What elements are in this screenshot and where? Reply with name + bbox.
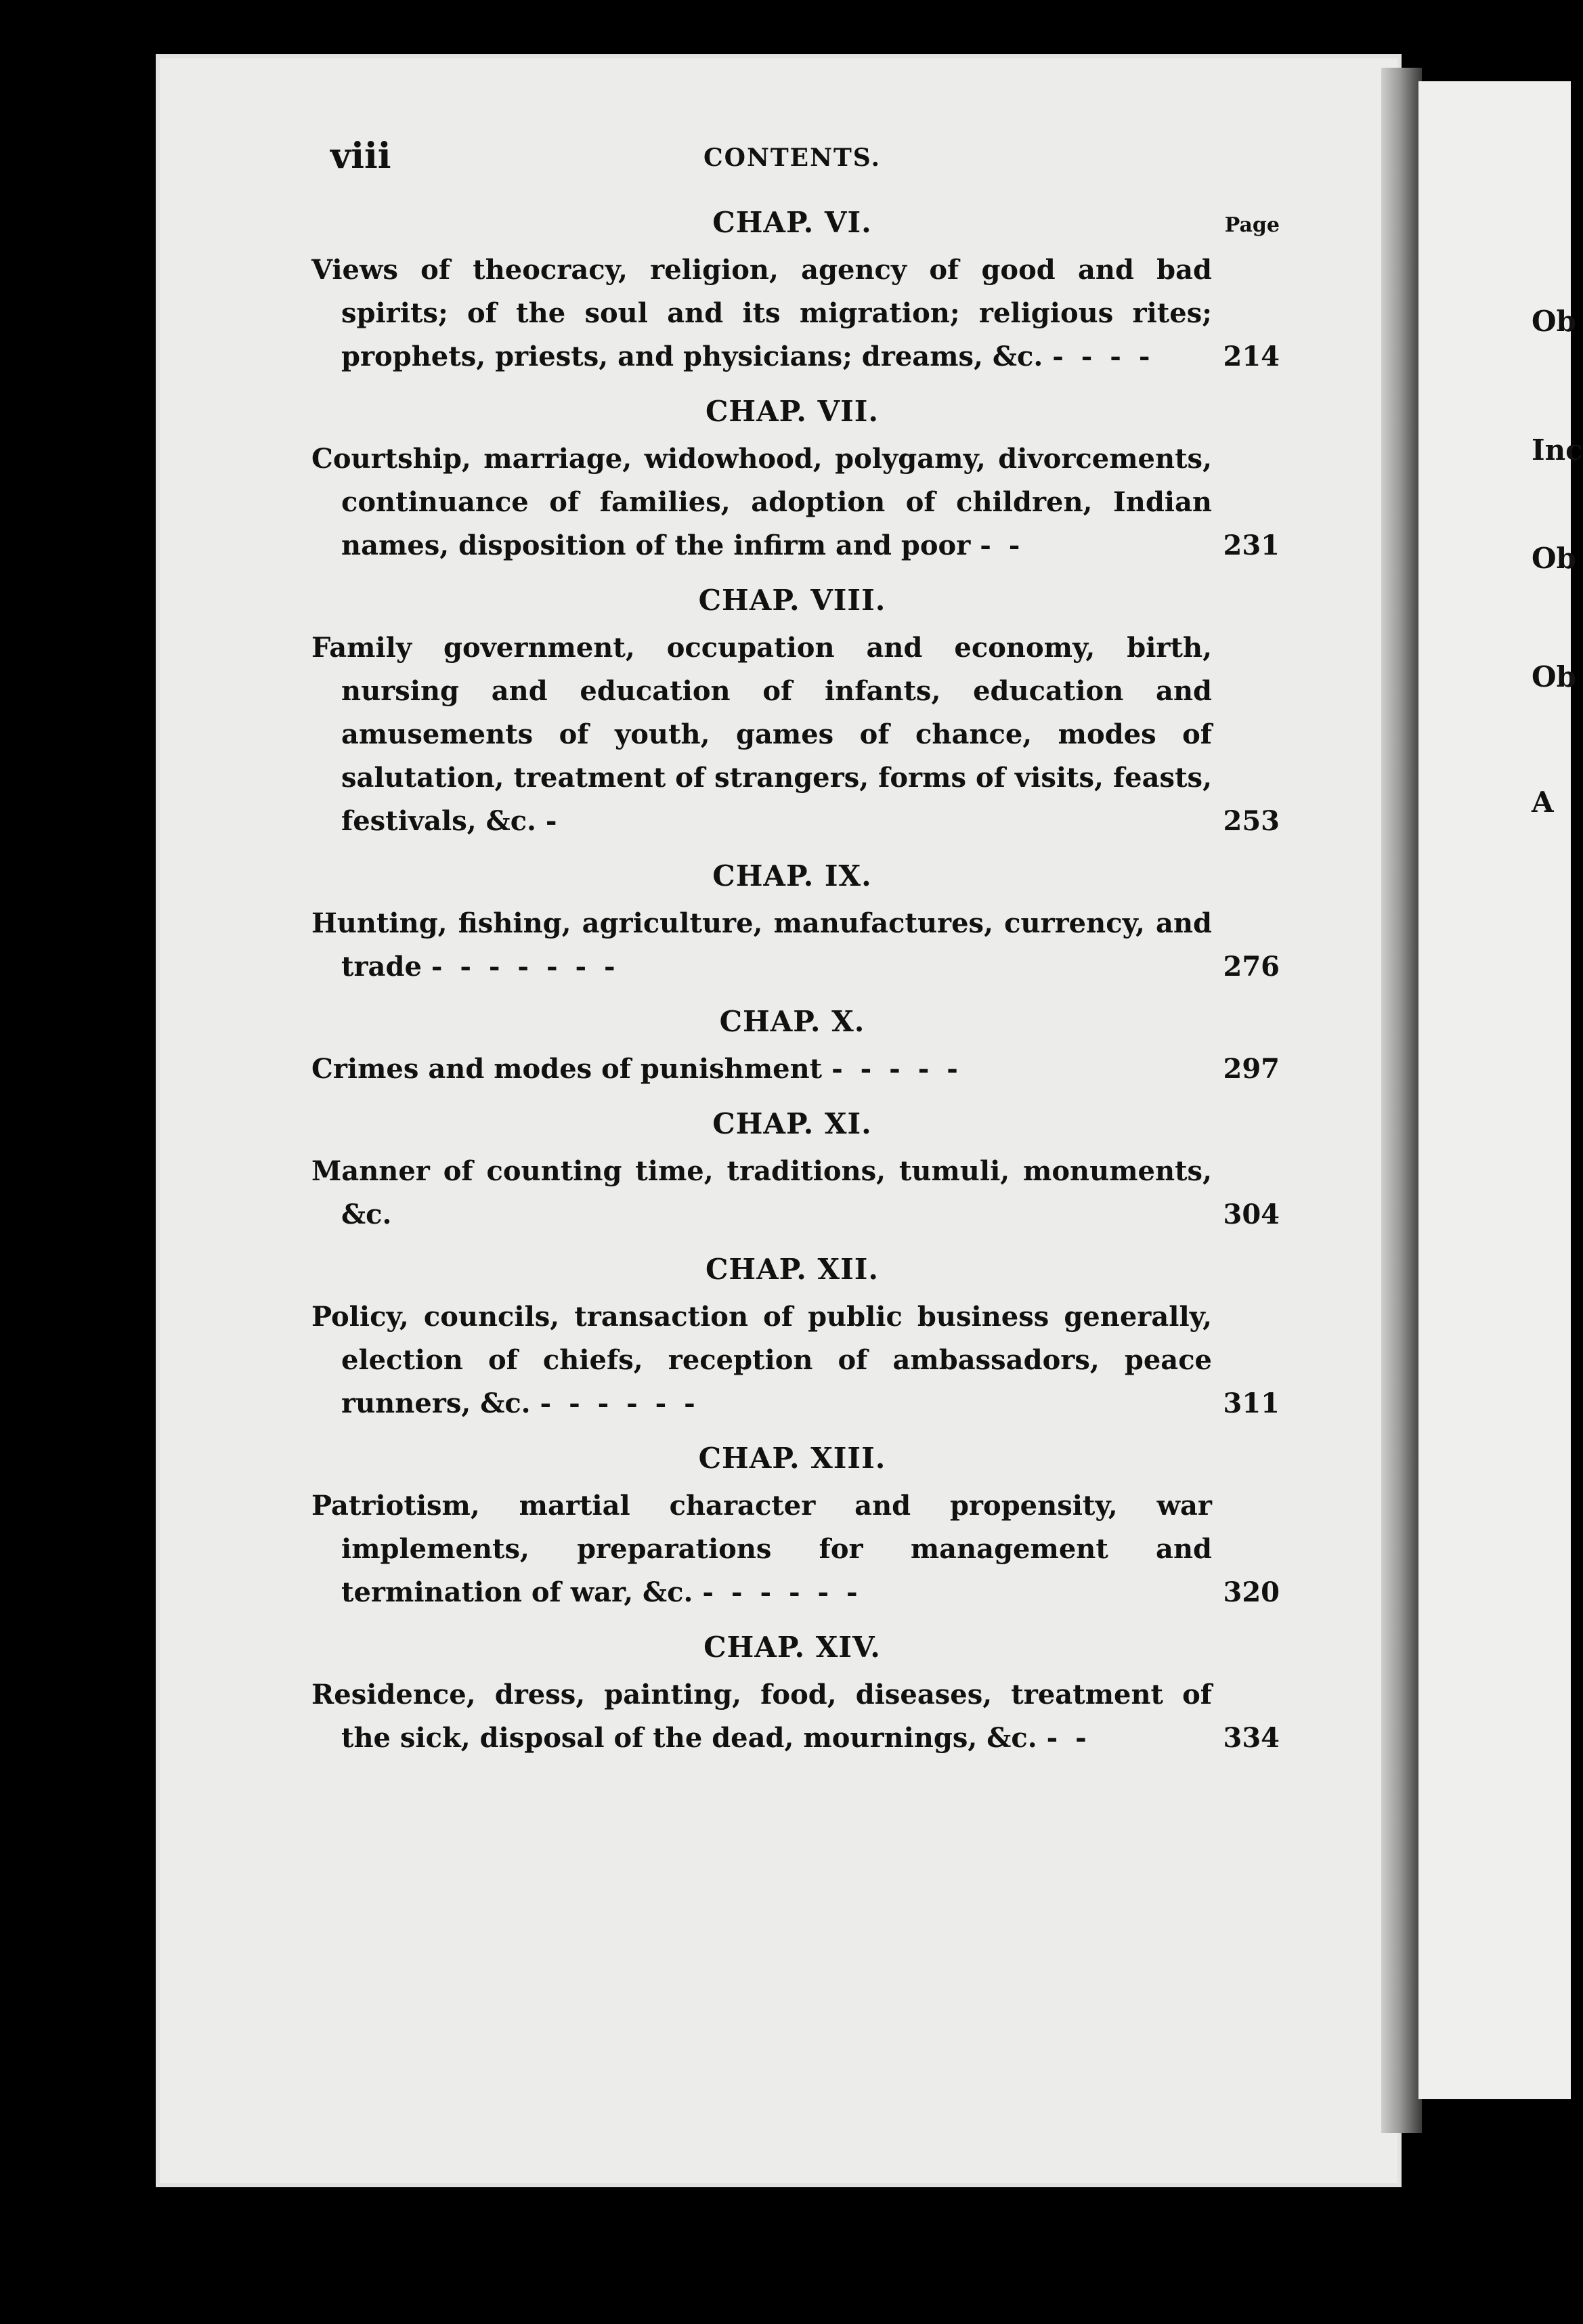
chapter-description: [311, 437, 1280, 567]
chapter-page-number: 253: [1223, 805, 1280, 837]
chapter-heading: CHAP. VI.: [712, 206, 872, 239]
book-gutter: [1381, 68, 1422, 2133]
chapter-page-number: 276: [1223, 951, 1280, 983]
chapter-page-number: 297: [1223, 1053, 1280, 1085]
dot-leader: - -: [980, 530, 1024, 561]
contents-page: [311, 135, 1280, 1760]
dot-leader: - -: [1046, 1722, 1091, 1754]
description-text: Courtship, marriage, widowhood, polygamy, divorcements, continuance of families, adoption of children, Indian names, disposition of the infirm and poor: [311, 443, 1212, 561]
chapter-description: [311, 626, 1280, 843]
next-page-fragment: A: [1532, 786, 1554, 819]
next-page-fragment: Inc: [1532, 433, 1583, 467]
chapter-description: [311, 249, 1280, 379]
chapter-heading: CHAP. XIII.: [698, 1442, 886, 1475]
next-page-fragment: Ob: [1532, 542, 1576, 575]
toc-entry: [311, 859, 1280, 989]
description-text: Residence, dress, painting, food, diseases, treatment of the sick, disposal of the dead, mournings, &c.: [311, 1679, 1212, 1754]
description-text: Hunting, fishing, agriculture, manufactures, currency, and trade: [311, 907, 1212, 983]
chapter-page-number: 231: [1223, 530, 1280, 561]
chapter-description: [311, 1150, 1280, 1236]
page-number: viii: [330, 135, 391, 177]
page-column-label: Page: [1224, 213, 1280, 237]
toc-entry: [311, 1631, 1280, 1760]
toc-entry: [311, 1253, 1280, 1425]
chapter-heading: CHAP. VII.: [705, 395, 880, 428]
chapter-heading: CHAP. XI.: [712, 1107, 872, 1140]
toc-entry: [311, 395, 1280, 567]
chapter-heading: CHAP. VIII.: [698, 584, 886, 617]
running-title: CONTENTS.: [703, 144, 882, 172]
chapter-page-number: 304: [1223, 1199, 1280, 1230]
description-text: Crimes and modes of punishment: [311, 1053, 823, 1085]
chapter-page-number: 214: [1223, 341, 1280, 372]
dot-leader: - - - -: [1052, 341, 1154, 372]
chapter-heading: CHAP. XII.: [705, 1253, 880, 1286]
toc-entry: [311, 1005, 1280, 1091]
chapter-page-number: 320: [1223, 1576, 1280, 1608]
chapter-description: [311, 1673, 1280, 1760]
description-text: Family government, occupation and economy, birth, nursing and education of infants, education and amusements of youth, games of chance, modes of salutation, treatment of strangers, forms of visits, feasts, festivals, &c.: [311, 632, 1212, 837]
next-page-fragment: Ob: [1532, 305, 1576, 338]
chapter-description: [311, 1048, 1280, 1091]
description-text: Policy, councils, transaction of public business generally, election of chiefs, reception of ambassadors, peace runners, &c.: [311, 1301, 1212, 1419]
toc-entry: [311, 1107, 1280, 1236]
chapter-heading: CHAP. XIV.: [703, 1631, 881, 1664]
description-text: Patriotism, martial character and propensity, war implements, preparations for management and termination of war, &c.: [311, 1490, 1212, 1608]
chapter-description: [311, 1295, 1280, 1425]
right-page-edge: [1418, 81, 1571, 2099]
toc-entry: [311, 1442, 1280, 1614]
dot-leader: - - - - - -: [702, 1576, 862, 1608]
dot-leader: - - - - - -: [540, 1387, 699, 1419]
chapter-heading: CHAP. X.: [719, 1005, 865, 1038]
toc-entry: [311, 584, 1280, 843]
toc-entry: [311, 206, 1280, 379]
dot-leader: - - - - -: [831, 1053, 962, 1085]
dot-leader: - - - - - - -: [431, 951, 620, 983]
chapter-description: [311, 902, 1280, 989]
chapter-description: [311, 1484, 1280, 1614]
description-text: Manner of counting time, traditions, tumuli, monuments, &c.: [311, 1155, 1212, 1230]
chapter-heading: CHAP. IX.: [712, 859, 872, 892]
dot-leader: -: [545, 805, 561, 837]
chapter-page-number: 334: [1223, 1722, 1280, 1754]
description-text: Views of theocracy, religion, agency of good and bad spirits; of the soul and its migration; religious rites; prophets, priests, and physicians; dreams, &c.: [311, 254, 1212, 372]
chapter-page-number: 311: [1223, 1387, 1280, 1419]
next-page-fragment: Ob: [1532, 660, 1576, 693]
